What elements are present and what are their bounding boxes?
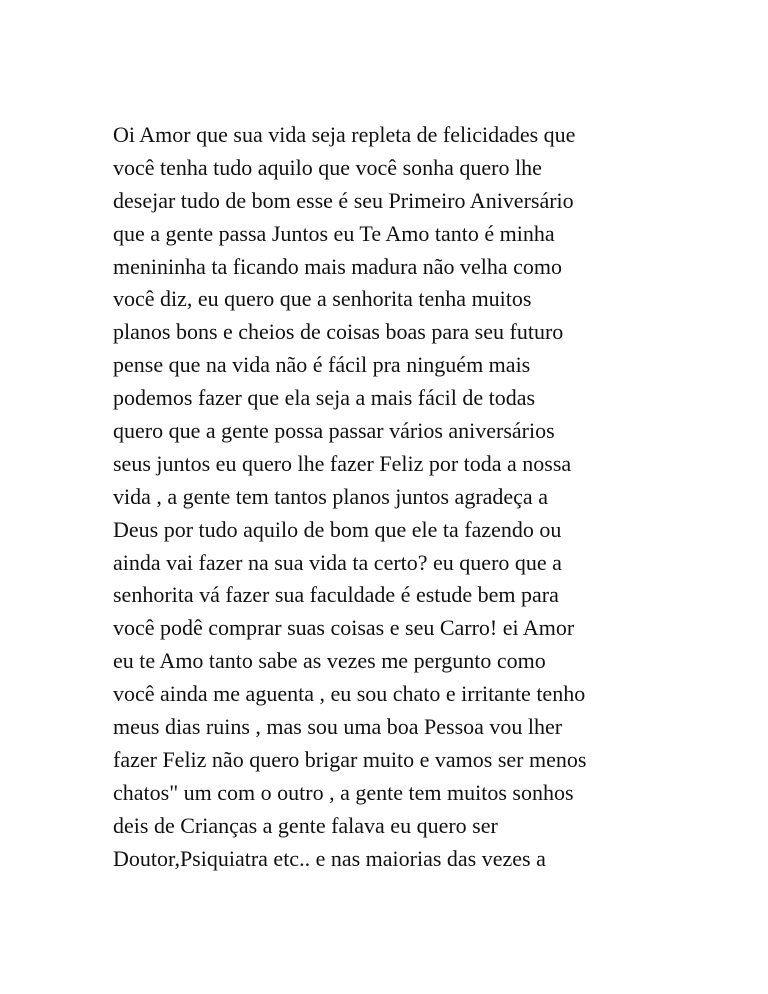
text-line-4: que a gente passa Juntos eu Te Amo tanto é minha [113,220,555,246]
text-line-5: menininha ta ficando mais madura não velha como [113,253,563,279]
text-line-16: você podê comprar suas coisas e seu Carro! ei Amor [113,615,575,641]
text-line-18: você ainda me aguenta , eu sou chato e irritante tenho [113,681,586,707]
text-line-13: Deus por tudo aquilo de bom que ele ta fazendo ou [113,516,562,542]
text-line-1: Oi Amor que sua vida seja repleta de felicidades que [113,122,576,147]
text-line-8: pense que na vida não é fácil pra ninguém mais [113,352,531,378]
body-text [113,119,673,875]
text-line-20: fazer Feliz não quero brigar muito e vamos ser menos [113,746,587,772]
text-line-23: Doutor,Psiquiatra etc.. e nas maiorias das vezes a [113,845,546,871]
text-line-7: planos bons e cheios de coisas boas para seu futuro [113,319,564,345]
text-line-21: chatos" um com o outro , a gente tem muitos sonhos [113,779,574,805]
text-line-22: deis de Crianças a gente falava eu quero ser [113,812,498,838]
text-line-12: vida , a gente tem tantos planos juntos agradeça a [113,483,548,509]
text-line-15: senhorita vá fazer sua faculdade é estude bem para [113,582,559,608]
text-line-19: meus dias ruins , mas sou uma boa Pessoa vou lher [113,714,563,740]
text-line-3: desejar tudo de bom esse é seu Primeiro Aniversário [113,187,574,213]
text-line-14: ainda vai fazer na sua vida ta certo? eu quero que a [113,549,562,575]
text-line-11: seus juntos eu quero lhe fazer Feliz por toda a nossa [113,450,572,476]
text-line-6: você diz, eu quero que a senhorita tenha muitos [113,286,532,312]
text-line-10: quero que a gente possa passar vários aniversários [113,418,555,444]
text-line-17: eu te Amo tanto sabe as vezes me pergunto como [113,648,546,674]
text-line-2: você tenha tudo aquilo que você sonha quero lhe [113,154,542,180]
text-line-9: podemos fazer que ela seja a mais fácil de todas [113,385,536,411]
